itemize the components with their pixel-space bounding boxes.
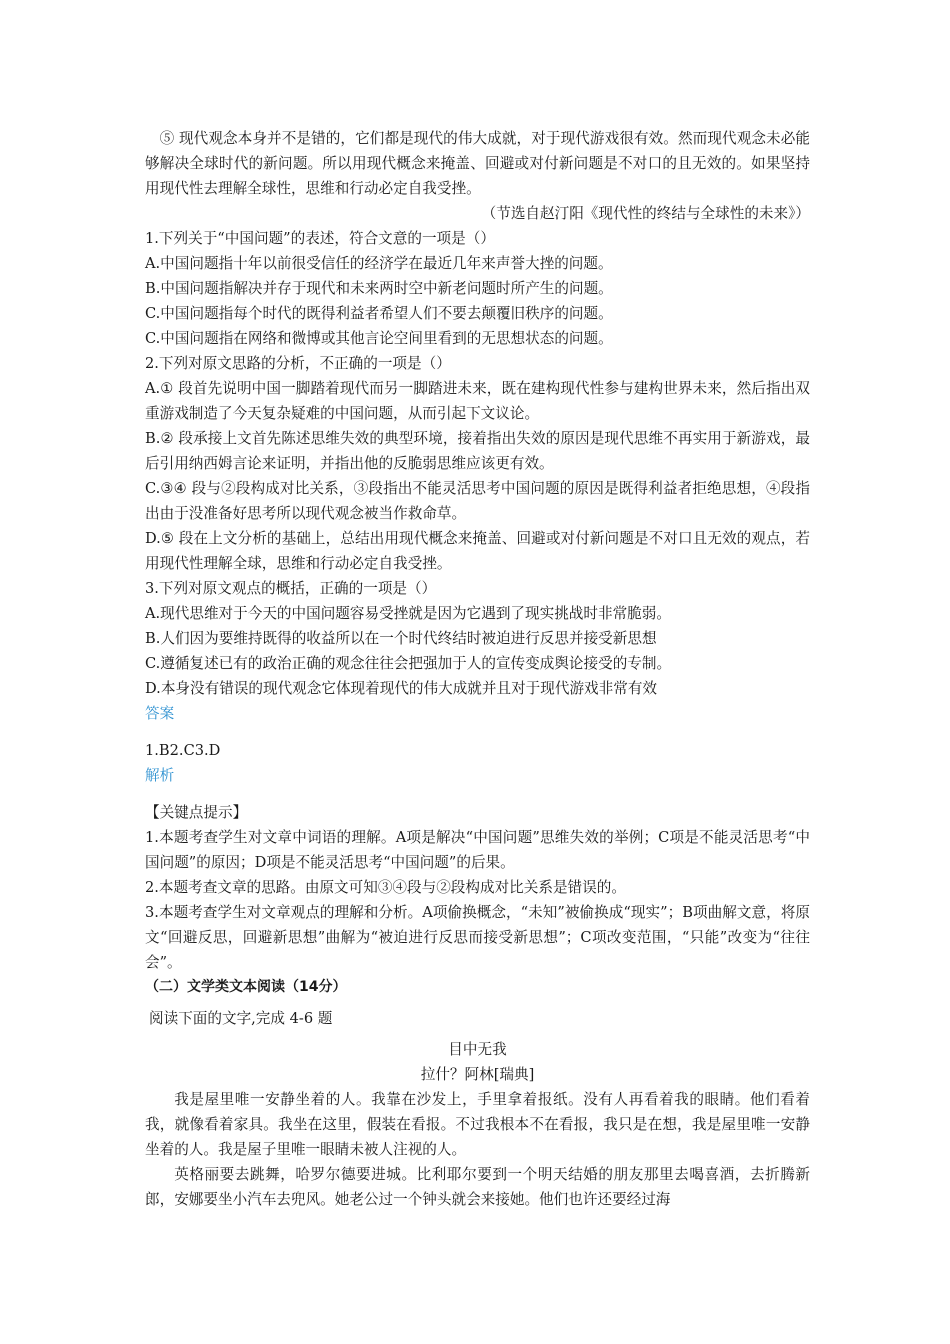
spacer <box>145 788 810 800</box>
analysis-label: 解析 <box>145 767 175 784</box>
question-3-option-b: B.人们因为要维持既得的收益所以在一个时代终结时被迫进行反思并接受新思想 <box>145 630 657 647</box>
answer-label: 答案 <box>145 705 175 722</box>
question-2-stem: 2.下列对原文思路的分析，不正确的一项是（） <box>145 355 451 372</box>
passage-source: （节选自赵汀阳《现代性的终结与全球性的未来》） <box>481 205 810 222</box>
question-2-option-b: B.② 段承接上文首先陈述思维失效的典型环境，接着指出失效的原因是现代思维不再实用于新游戏，最后引用纳西姆言论来证明，并指出他的反脆弱思维应该更有效。 <box>145 430 810 472</box>
story-paragraph-2: 英格丽要去跳舞，哈罗尔德要进城。比利耶尔要到一个明天结婚的朋友那里去喝喜酒，去折腾新郎，安娜要坐小汽车去兜风。她老公过一个钟头就会来接她。他们也许还要经过海 <box>145 1166 810 1208</box>
analysis-heading: 【关键点提示】 <box>145 804 248 821</box>
question-1-stem: 1.下列关于“中国问题”的表述，符合文意的一项是（） <box>145 230 495 247</box>
question-3-option-d: D.本身没有错误的现代观念它体现着现代的伟大成就并且对于现代游戏非常有效 <box>145 680 658 697</box>
question-2-option-a: A.① 段首先说明中国一脚踏着现代而另一脚踏进未来，既在建构现代性参与建构世界未来，然后指出双重游戏制造了今天复杂疑难的中国问题，从而引起下文议论。 <box>145 380 810 422</box>
story-title: 目中无我 <box>448 1041 507 1058</box>
analysis-item-1: 1.本题考查学生对文章中词语的理解。A项是解决“中国问题”思维失效的举例；C项是不能灵活思考“中国问题”的原因；D项是不能灵活思考“中国问题”的后果。 <box>145 829 810 871</box>
question-1-option-c: C.中国问题指每个时代的既得利益者希望人们不要去颠覆旧秩序的问题。 <box>145 305 613 322</box>
question-1-option-d: C.中国问题指在网络和微博或其他言论空间里看到的无思想状态的问题。 <box>145 330 613 347</box>
analysis-item-2: 2.本题考查文章的思路。由原文可知③④段与②段构成对比关系是错误的。 <box>145 879 626 896</box>
passage-paragraph-5: ⑤ 现代观念本身并不是错的，它们都是现代的伟大成就，对于现代游戏很有效。然而现代观念未必能够解决全球时代的新问题。所以用现代概念来掩盖、回避或对付新问题是不对口的且无效的。如果坚持用现代性去理解全球性，思维和行动必定自我受挫。 <box>145 130 810 197</box>
answer-text: 1.B2.C3.D <box>145 742 221 759</box>
question-2-option-c: C.③④ 段与②段构成对比关系，③段指出不能灵活思考中国问题的原因是既得利益者拒绝思想，④段指出由于没准备好思考所以现代观念被当作救命草。 <box>145 480 810 522</box>
analysis-item-3: 3.本题考查学生对文章观点的理解和分析。A项偷换概念，“未知”被偷换成“现实”；B项曲解文意，将原文“回避反思，回避新思想”曲解为“被迫进行反思而接受新思想”；C项改变范围，“只能”改变为“往往会”。 <box>145 904 810 971</box>
question-1-option-a: A.中国问题指十年以前很受信任的经济学在最近几年来声誉大挫的问题。 <box>145 255 613 272</box>
section-2-heading: （二）文学类文本阅读（14分） <box>145 979 347 995</box>
question-3-stem: 3.下列对原文观点的概括，正确的一项是（） <box>145 580 437 597</box>
question-3-option-a: A.现代思维对于今天的中国问题容易受挫就是因为它遇到了现实挑战时非常脆弱。 <box>145 605 671 622</box>
question-1-option-b: B.中国问题指解决并存于现代和未来两时空中新老问题时所产生的问题。 <box>145 280 613 297</box>
document-page <box>145 126 810 1212</box>
question-2-option-d: D.⑤ 段在上文分析的基础上，总结出用现代概念来掩盖、回避或对付新问题是不对口且无效的观点，若用现代性理解全球，思维和行动必定自我受挫。 <box>145 530 810 572</box>
section-2-instruction: 阅读下面的文字,完成 4-6 题 <box>149 1010 333 1027</box>
question-3-option-c: C.遵循复述已有的政治正确的观念往往会把强加于人的宣传变成舆论接受的专制。 <box>145 655 672 672</box>
spacer <box>145 726 810 738</box>
story-paragraph-1: 我是屋里唯一安静坐着的人。我靠在沙发上，手里拿着报纸。没有人再看着我的眼睛。他们看着我，就像看着家具。我坐在这里，假装在看报。不过我根本不在看报，我只是在想，我是屋里唯一安静坐着的人。我是屋子里唯一眼睛未被人注视的人。 <box>145 1091 810 1158</box>
story-author: 拉什？阿林[瑞典] <box>420 1066 535 1083</box>
